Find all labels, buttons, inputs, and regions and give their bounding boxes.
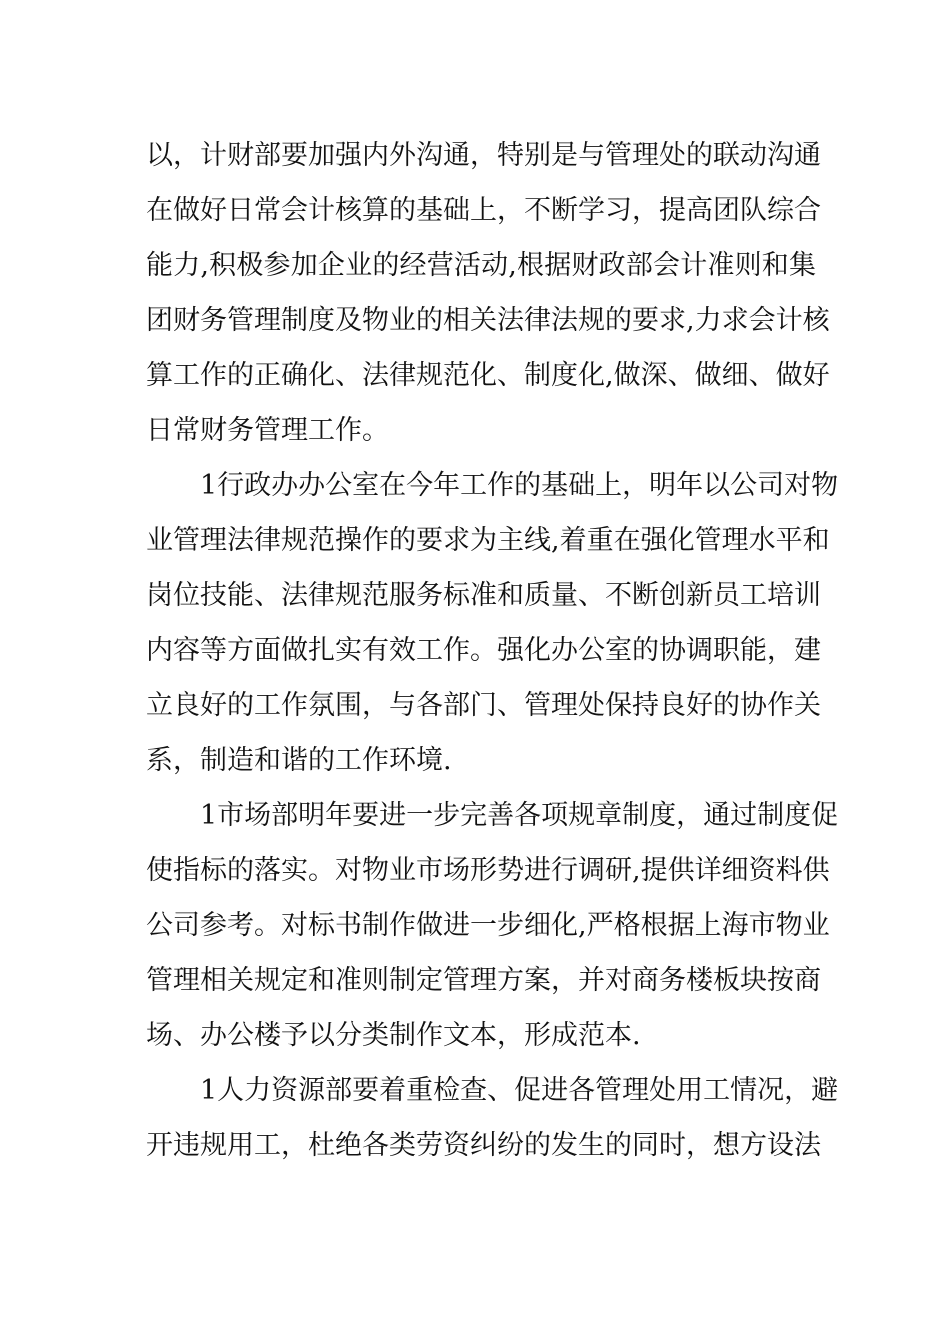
body-text <box>146 128 839 1173</box>
text-line: 场、办公楼予以分类制作文本，形成范本. <box>146 1020 641 1051</box>
text-line: 团财务管理制度及物业的相关法律法规的要求,力求会计核 <box>146 305 830 336</box>
text-line: 业管理法律规范操作的要求为主线,着重在强化管理水平和 <box>146 525 830 556</box>
text-line: 开违规用工，杜绝各类劳资纠纷的发生的同时，想方设法 <box>146 1130 821 1161</box>
text-line: 管理相关规定和准则制定管理方案，并对商务楼板块按商 <box>146 965 821 996</box>
paragraph-start-line: 1人力资源部要着重检查、促进各管理处用工情况，避 <box>200 1075 839 1106</box>
paragraph-start-line: 1行政办办公室在今年工作的基础上，明年以公司对物 <box>200 470 839 501</box>
text-line: 算工作的正确化、法律规范化、制度化,做深、做细、做好 <box>146 360 830 391</box>
text-line: 在做好日常会计核算的基础上，不断学习，提高团队综合 <box>146 195 821 226</box>
text-line: 以，计财部要加强内外沟通，特别是与管理处的联动沟通 <box>146 140 821 171</box>
text-line: 内容等方面做扎实有效工作。强化办公室的协调职能，建 <box>146 635 821 666</box>
paragraph-start-line: 1市场部明年要进一步完善各项规章制度，通过制度促 <box>200 800 839 831</box>
text-line: 系，制造和谐的工作环境. <box>146 745 452 776</box>
text-line: 日常财务管理工作。 <box>146 415 389 446</box>
text-line: 使指标的落实。对物业市场形势进行调研,提供详细资料供 <box>146 855 830 886</box>
text-line: 立良好的工作氛围，与各部门、管理处保持良好的协作关 <box>146 690 821 721</box>
text-line: 公司参考。对标书制作做进一步细化,严格根据上海市物业 <box>146 910 830 941</box>
text-line: 岗位技能、法律规范服务标准和质量、不断创新员工培训 <box>146 580 821 611</box>
text-line: 能力,积极参加企业的经营活动,根据财政部会计准则和集 <box>146 250 816 281</box>
